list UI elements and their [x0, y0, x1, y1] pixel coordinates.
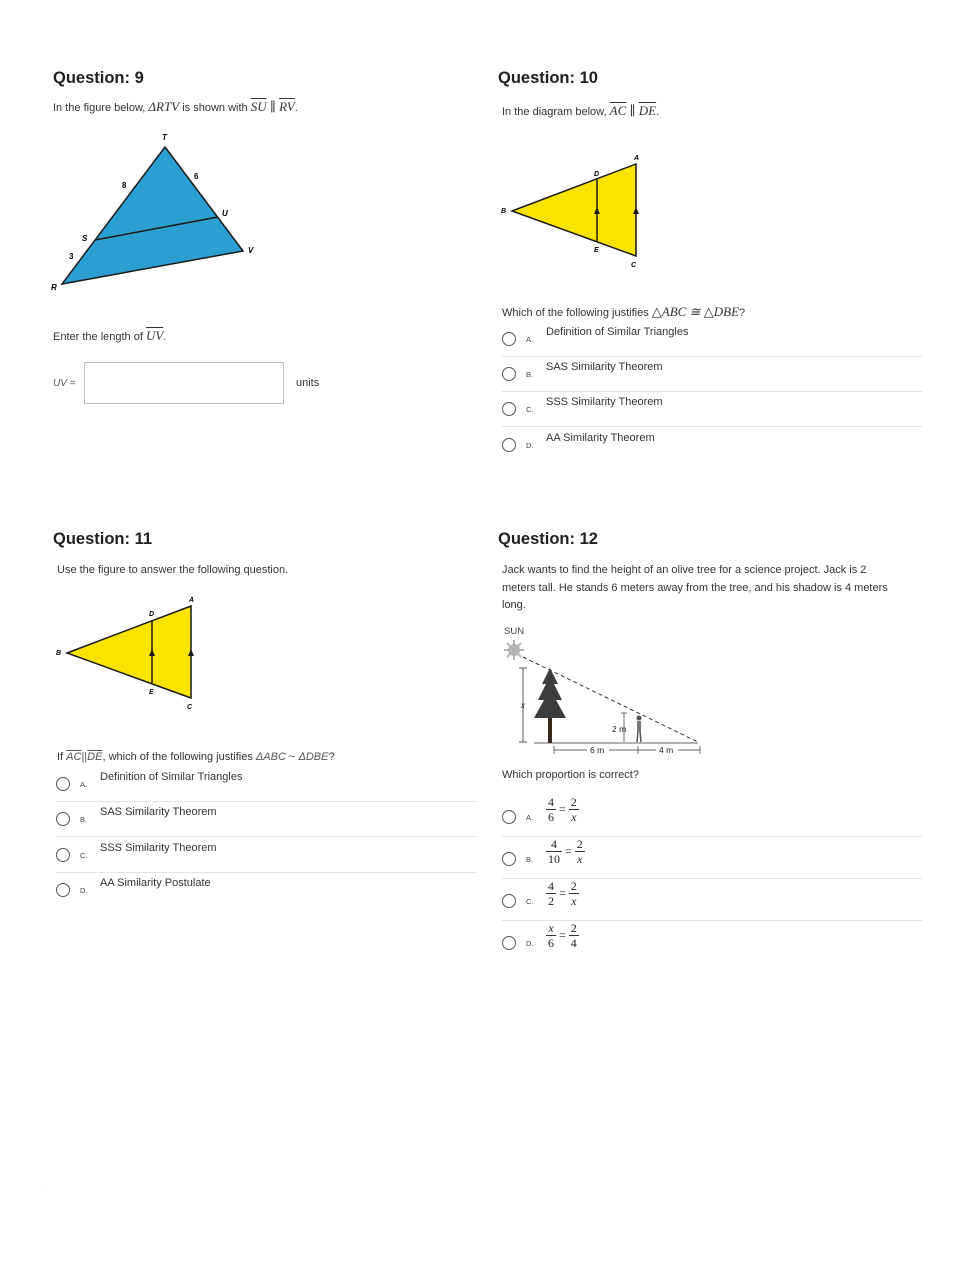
- q12-frac-den: 10: [548, 852, 560, 866]
- q10-label-e: E: [594, 247, 599, 254]
- q12-frac-den: x: [577, 852, 583, 866]
- q10-letter-a: A.: [526, 335, 534, 344]
- q10-intro: [502, 102, 659, 121]
- q12-label-x: x: [521, 701, 525, 710]
- q12-intro-line-3: long.: [502, 599, 526, 611]
- q12-frac-num: 4: [546, 837, 562, 852]
- q11-label-d: D: [149, 611, 155, 618]
- q12-option-a[interactable]: [502, 795, 922, 837]
- q12-label-6m: 6 m: [590, 745, 605, 755]
- q12-radio-d[interactable]: [502, 936, 516, 950]
- q9-prompt-text: Enter the length of: [53, 331, 146, 343]
- q11-radio-b[interactable]: [56, 812, 70, 826]
- q10-question-mark: ?: [739, 307, 746, 319]
- q10-label-c: C: [631, 262, 637, 269]
- q9-label-6: 6: [194, 172, 199, 181]
- q12-letter-c: C.: [526, 897, 534, 906]
- q10-letter-b: B.: [526, 370, 534, 379]
- q10-option-c[interactable]: [502, 392, 922, 427]
- q10-question: [502, 303, 745, 322]
- q9-input-label: UV =: [53, 378, 76, 389]
- q9-units: units: [296, 377, 320, 389]
- q10-option-a-text: Definition of Similar Triangles: [546, 326, 689, 338]
- q10-label-d: D: [594, 171, 600, 178]
- q11-seg-de: $\overline{DE}$: [87, 751, 103, 763]
- q11-question-text: , which of the following justifies: [102, 751, 256, 763]
- q12-frac-den: 6: [548, 810, 554, 824]
- q10-title: Question: 10: [498, 69, 598, 87]
- q12-frac: [569, 921, 579, 950]
- q10-letter-d: D.: [526, 441, 534, 450]
- q12-equals: =: [559, 802, 566, 816]
- sun-icon: [504, 640, 524, 660]
- q12-option-b[interactable]: [502, 837, 922, 879]
- q12-frac-num: 2: [576, 837, 583, 851]
- q12-sun-label: SUN: [504, 626, 525, 637]
- q12-figure: [498, 620, 708, 760]
- q10-period: .: [656, 106, 660, 118]
- q11-tri-abc: ΔABC: [255, 751, 286, 763]
- q9-seg-rv: $\overline{RV}$: [279, 99, 295, 114]
- q10-letter-c: C.: [526, 405, 534, 414]
- q12-intro-line-2: meters tall. He stands 6 meters away from the tree, and his shadow is 4 meters: [502, 582, 888, 594]
- q10-option-c-text: SSS Similarity Theorem: [546, 396, 663, 408]
- q9-answer-input[interactable]: [84, 362, 284, 404]
- q12-frac-den: x: [571, 894, 577, 908]
- q12-frac: [569, 795, 579, 824]
- q12-frac-num: 2: [570, 879, 577, 893]
- q11-question-mark: ?: [328, 751, 335, 763]
- q12-intro-line-1: Jack wants to find the height of an olive tree for a science project. Jack is 2: [502, 564, 867, 576]
- q10-triangle-shape: [512, 164, 636, 256]
- q12-label-2m: 2 m: [612, 724, 627, 734]
- person-icon: [637, 716, 642, 743]
- q11-title: Question: 11: [53, 530, 153, 548]
- q9-label-r: R: [51, 283, 57, 292]
- q9-intro: [53, 98, 298, 117]
- q9-prompt-period: .: [163, 331, 167, 343]
- q11-label-a: A: [189, 597, 195, 604]
- q12-equals: =: [565, 844, 572, 858]
- q9-seg-uv: $\overline{UV}$: [145, 328, 164, 343]
- q12-frac: [569, 879, 579, 908]
- q10-parallel: ∥: [626, 103, 639, 118]
- q11-letter-c: C.: [80, 851, 88, 860]
- q12-option-c[interactable]: [502, 879, 922, 921]
- q12-equals: =: [559, 928, 566, 942]
- q11-option-a-text: Definition of Similar Triangles: [100, 771, 243, 783]
- q9-label-3: 3: [69, 252, 74, 261]
- q9-figure: [40, 128, 270, 298]
- q11-question: [57, 748, 335, 766]
- q11-option-b[interactable]: [56, 802, 477, 837]
- q10-intro-text: In the diagram below,: [502, 106, 610, 118]
- q11-option-a[interactable]: [56, 767, 477, 802]
- q11-letter-b: B.: [80, 815, 88, 824]
- q12-frac: [575, 837, 585, 866]
- q10-option-b-text: SAS Similarity Theorem: [546, 361, 663, 373]
- q12-title: Question: 12: [498, 530, 598, 548]
- q12-frac: [546, 921, 556, 950]
- q9-label-t: T: [162, 133, 167, 142]
- q11-triangle-shape: [67, 606, 191, 698]
- q11-label-c: C: [187, 704, 193, 711]
- q12-option-b-math: [546, 837, 585, 866]
- q12-frac-num: 4: [548, 879, 554, 893]
- q10-label-b: B: [501, 208, 507, 215]
- q10-option-b[interactable]: [502, 357, 922, 392]
- q11-option-b-text: SAS Similarity Theorem: [100, 806, 217, 818]
- q12-letter-d: D.: [526, 939, 534, 948]
- q10-question-text: Which of the following justifies: [502, 307, 652, 319]
- q12-radio-b[interactable]: [502, 852, 516, 866]
- q10-option-d-text: AA Similarity Theorem: [546, 432, 655, 444]
- q10-radio-a[interactable]: [502, 332, 516, 346]
- q12-frac-num: 2: [570, 795, 577, 809]
- q12-label-4m: 4 m: [659, 745, 674, 755]
- q11-label-e: E: [149, 689, 154, 696]
- q9-intro-text: In the figure below,: [53, 102, 149, 114]
- q11-label-b: B: [56, 650, 62, 657]
- q9-title: Question: 9: [53, 69, 144, 87]
- q12-frac-den: 6: [548, 936, 554, 950]
- q11-figure: [50, 590, 210, 715]
- q9-label-u: U: [222, 209, 228, 218]
- q12-frac-den: 4: [570, 936, 577, 950]
- q10-option-a[interactable]: [502, 322, 922, 357]
- q11-parallel: ||: [81, 751, 88, 763]
- q12-frac: [546, 837, 562, 866]
- q12-frac-num: 2: [570, 921, 577, 935]
- q9-intro-mid: is shown with: [179, 102, 251, 114]
- q12-equals: =: [559, 886, 566, 900]
- q10-label-a: A: [634, 155, 640, 162]
- q12-frac: [546, 795, 556, 824]
- q10-seg-ac: $\overline{AC}$: [609, 103, 627, 118]
- q12-frac-den: 2: [548, 894, 554, 908]
- q10-radio-d[interactable]: [502, 438, 516, 452]
- q11-tri-dbe: ΔDBE: [298, 751, 329, 763]
- q12-letter-b: B.: [526, 855, 534, 864]
- q11-option-c-text: SSS Similarity Theorem: [100, 842, 217, 854]
- q11-option-c[interactable]: [56, 838, 477, 873]
- q11-option-d[interactable]: [56, 873, 477, 907]
- q12-option-a-math: [546, 795, 579, 824]
- q12-radio-c[interactable]: [502, 894, 516, 908]
- q9-label-8: 8: [122, 181, 127, 190]
- tree-icon: [534, 668, 566, 743]
- q11-similar-sign: ~: [285, 751, 299, 763]
- q12-frac-den: x: [571, 810, 577, 824]
- q11-radio-a[interactable]: [56, 777, 70, 791]
- q9-parallel: ∥: [266, 99, 280, 114]
- q11-letter-a: A.: [80, 780, 88, 789]
- q11-option-d-text: AA Similarity Postulate: [100, 877, 211, 889]
- q10-option-d[interactable]: [502, 428, 922, 462]
- q9-label-s: S: [82, 234, 88, 243]
- q12-letter-a: A.: [526, 813, 534, 822]
- q10-radio-b[interactable]: [502, 367, 516, 381]
- footer-mark: ·: [44, 1182, 46, 1188]
- q9-label-v: V: [248, 246, 254, 255]
- q9-triangle: ΔRTV: [148, 99, 180, 114]
- q12-frac-num: x: [546, 921, 556, 936]
- q10-seg-de: $\overline{DE}$: [638, 103, 657, 118]
- q12-radio-a[interactable]: [502, 810, 516, 824]
- q12-frac-num: 4: [548, 795, 554, 809]
- q10-radio-c[interactable]: [502, 402, 516, 416]
- q11-letter-d: D.: [80, 886, 88, 895]
- q10-figure: [495, 148, 655, 273]
- q11-radio-c[interactable]: [56, 848, 70, 862]
- q9-triangle-shape: [62, 147, 243, 284]
- q12-question: Which proportion is correct?: [502, 769, 639, 781]
- q11-seg-ac: $\overline{AC}$: [66, 751, 82, 763]
- q12-frac: [546, 879, 556, 908]
- q9-prompt: [53, 327, 166, 346]
- q9-period: .: [294, 102, 298, 114]
- q11-radio-d[interactable]: [56, 883, 70, 897]
- q12-option-d[interactable]: [502, 921, 922, 962]
- q10-question-math: △ABC ≅ △DBE: [651, 304, 740, 319]
- q12-option-d-math: [546, 921, 579, 950]
- q11-question-if: If: [57, 751, 67, 763]
- q12-option-c-math: [546, 879, 579, 908]
- q9-seg-su: $\overline{SU}$: [250, 99, 267, 114]
- q11-intro: Use the figure to answer the following question.: [57, 564, 289, 576]
